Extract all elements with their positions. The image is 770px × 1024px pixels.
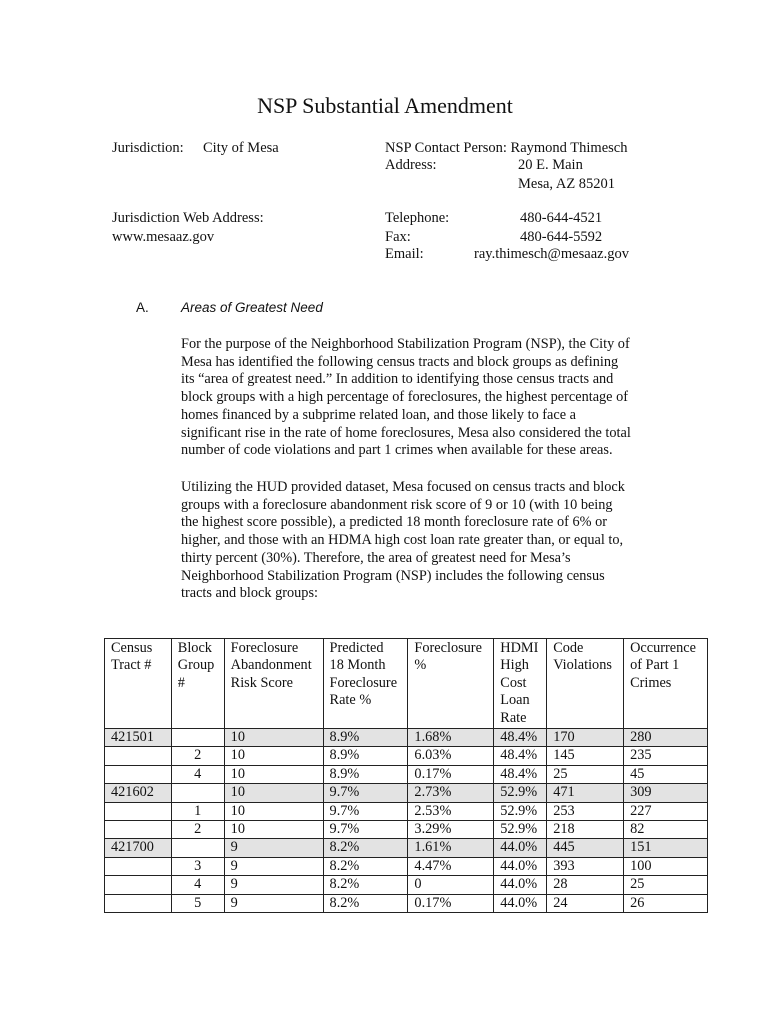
paragraph-line: block groups with a high percentage of foreclosures, the highest percentage of xyxy=(181,389,629,406)
cell-predicted-rate: 9.7% xyxy=(323,784,408,802)
cell-foreclosure-pct: 2.53% xyxy=(408,802,494,820)
cell-risk-score: 9 xyxy=(224,857,323,875)
paragraph-line: the highest score possible), a predicted 18 month foreclosure rate of 6% or xyxy=(181,514,607,531)
cell-hdmi-rate: 48.4% xyxy=(494,729,547,747)
cell-block-group xyxy=(171,839,224,857)
cell-hdmi-rate: 44.0% xyxy=(494,876,547,894)
paragraph-line: Mesa has identified the following census tracts and block groups as defining xyxy=(181,353,619,370)
cell-tract xyxy=(105,765,172,783)
fax-value: 480-644-5592 xyxy=(520,229,603,245)
cell-tract: 421700 xyxy=(105,839,172,857)
email-label: Email: xyxy=(385,246,424,262)
table-row xyxy=(105,765,708,783)
cell-part1-crimes: 100 xyxy=(624,857,708,875)
header-hdmi-rate: HDMI High Cost Loan Rate xyxy=(494,639,547,729)
cell-tract xyxy=(105,747,172,765)
table-row xyxy=(105,839,708,857)
header-block-group: Block Group # xyxy=(171,639,224,729)
cell-hdmi-rate: 52.9% xyxy=(494,784,547,802)
cell-hdmi-rate: 52.9% xyxy=(494,821,547,839)
cell-foreclosure-pct: 4.47% xyxy=(408,857,494,875)
cell-part1-crimes: 227 xyxy=(624,802,708,820)
table-header xyxy=(105,639,708,729)
cell-risk-score: 10 xyxy=(224,729,323,747)
paragraph-line: tracts and block groups: xyxy=(181,585,318,602)
email-value: ray.thimesch@mesaaz.gov xyxy=(474,246,629,262)
cell-tract xyxy=(105,876,172,894)
cell-block-group: 4 xyxy=(171,765,224,783)
cell-part1-crimes: 82 xyxy=(624,821,708,839)
cell-code-violations: 393 xyxy=(547,857,624,875)
cell-risk-score: 10 xyxy=(224,821,323,839)
table-body xyxy=(105,729,708,913)
paragraph-line: its “area of greatest need.” In addition to identifying those census tracts and xyxy=(181,371,614,388)
web-address-label: Jurisdiction Web Address: xyxy=(112,210,264,226)
cell-block-group: 4 xyxy=(171,876,224,894)
header-census-tract: Census Tract # xyxy=(105,639,172,729)
cell-foreclosure-pct: 1.61% xyxy=(408,839,494,857)
cell-tract: 421602 xyxy=(105,784,172,802)
cell-risk-score: 9 xyxy=(224,839,323,857)
cell-predicted-rate: 8.2% xyxy=(323,857,408,875)
table-row xyxy=(105,876,708,894)
census-tract-table xyxy=(104,638,708,913)
cell-foreclosure-pct: 0 xyxy=(408,876,494,894)
cell-code-violations: 145 xyxy=(547,747,624,765)
fax-label: Fax: xyxy=(385,229,411,245)
cell-predicted-rate: 8.2% xyxy=(323,876,408,894)
cell-part1-crimes: 151 xyxy=(624,839,708,857)
table-row xyxy=(105,784,708,802)
cell-predicted-rate: 9.7% xyxy=(323,821,408,839)
table-row xyxy=(105,857,708,875)
cell-predicted-rate: 8.2% xyxy=(323,839,408,857)
section-heading: Areas of Greatest Need xyxy=(181,300,323,315)
table-header-row xyxy=(105,639,708,729)
cell-code-violations: 28 xyxy=(547,876,624,894)
paragraph-line: higher, and those with an HDMA high cost loan rate greater than, or equal to, xyxy=(181,532,624,549)
cell-hdmi-rate: 48.4% xyxy=(494,747,547,765)
cell-foreclosure-pct: 6.03% xyxy=(408,747,494,765)
paragraph-line: Utilizing the HUD provided dataset, Mesa focused on census tracts and block xyxy=(181,479,625,495)
cell-predicted-rate: 8.9% xyxy=(323,747,408,765)
paragraph-1 xyxy=(181,336,671,460)
cell-tract xyxy=(105,802,172,820)
cell-foreclosure-pct: 2.73% xyxy=(408,784,494,802)
cell-foreclosure-pct: 3.29% xyxy=(408,821,494,839)
cell-hdmi-rate: 52.9% xyxy=(494,802,547,820)
jurisdiction-label: Jurisdiction: xyxy=(112,140,184,156)
telephone-value: 480-644-4521 xyxy=(520,210,603,226)
header-code-violations: Code Violations xyxy=(547,639,624,729)
cell-code-violations: 25 xyxy=(547,765,624,783)
table-row xyxy=(105,821,708,839)
cell-block-group xyxy=(171,729,224,747)
cell-part1-crimes: 309 xyxy=(624,784,708,802)
cell-predicted-rate: 8.9% xyxy=(323,765,408,783)
cell-risk-score: 10 xyxy=(224,765,323,783)
cell-predicted-rate: 8.9% xyxy=(323,729,408,747)
cell-hdmi-rate: 44.0% xyxy=(494,894,547,912)
telephone-label: Telephone: xyxy=(385,210,450,226)
jurisdiction-value: City of Mesa xyxy=(203,140,279,156)
paragraph-2 xyxy=(181,479,671,603)
header-part1-crimes: Occurrence of Part 1 Crimes xyxy=(624,639,708,729)
address-label: Address: xyxy=(385,157,437,173)
cell-risk-score: 9 xyxy=(224,894,323,912)
cell-risk-score: 10 xyxy=(224,784,323,802)
cell-part1-crimes: 280 xyxy=(624,729,708,747)
cell-block-group xyxy=(171,784,224,802)
table-row xyxy=(105,729,708,747)
cell-foreclosure-pct: 0.17% xyxy=(408,894,494,912)
cell-block-group: 5 xyxy=(171,894,224,912)
cell-block-group: 2 xyxy=(171,747,224,765)
cell-tract: 421501 xyxy=(105,729,172,747)
cell-block-group: 1 xyxy=(171,802,224,820)
address-line2: Mesa, AZ 85201 xyxy=(518,176,616,192)
cell-hdmi-rate: 44.0% xyxy=(494,857,547,875)
page-title: NSP Substantial Amendment xyxy=(257,93,513,118)
table-row xyxy=(105,894,708,912)
cell-part1-crimes: 26 xyxy=(624,894,708,912)
cell-foreclosure-pct: 0.17% xyxy=(408,765,494,783)
paragraph-line: For the purpose of the Neighborhood Stabilization Program (NSP), the City of xyxy=(181,336,630,352)
cell-part1-crimes: 25 xyxy=(624,876,708,894)
cell-predicted-rate: 9.7% xyxy=(323,802,408,820)
header-risk-score: Foreclosure Abandonment Risk Score xyxy=(224,639,323,729)
web-address-value: www.mesaaz.gov xyxy=(112,229,215,245)
paragraph-line: thirty percent (30%). Therefore, the area of greatest need for Mesa’s xyxy=(181,549,571,566)
cell-part1-crimes: 45 xyxy=(624,765,708,783)
cell-foreclosure-pct: 1.68% xyxy=(408,729,494,747)
cell-code-violations: 24 xyxy=(547,894,624,912)
cell-hdmi-rate: 48.4% xyxy=(494,765,547,783)
contact-person: NSP Contact Person: Raymond Thimesch xyxy=(385,140,628,156)
paragraph-line: Neighborhood Stabilization Program (NSP) includes the following census xyxy=(181,567,605,584)
paragraph-line: groups with a foreclosure abandonment risk score of 9 or 10 (with 10 being xyxy=(181,496,613,513)
cell-block-group: 3 xyxy=(171,857,224,875)
cell-code-violations: 218 xyxy=(547,821,624,839)
cell-tract xyxy=(105,821,172,839)
header-foreclosure-pct: Foreclosure % xyxy=(408,639,494,729)
section-letter: A. xyxy=(136,300,149,315)
paragraph-line: number of code violations and part 1 crimes when available for these areas. xyxy=(181,442,613,459)
cell-code-violations: 471 xyxy=(547,784,624,802)
cell-hdmi-rate: 44.0% xyxy=(494,839,547,857)
cell-code-violations: 253 xyxy=(547,802,624,820)
table-row xyxy=(105,747,708,765)
header-predicted-rate: Predicted 18 Month Foreclosure Rate % xyxy=(323,639,408,729)
cell-tract xyxy=(105,857,172,875)
cell-risk-score: 10 xyxy=(224,747,323,765)
cell-tract xyxy=(105,894,172,912)
address-line1: 20 E. Main xyxy=(518,157,583,173)
cell-part1-crimes: 235 xyxy=(624,747,708,765)
cell-code-violations: 170 xyxy=(547,729,624,747)
cell-risk-score: 9 xyxy=(224,876,323,894)
cell-block-group: 2 xyxy=(171,821,224,839)
table-row xyxy=(105,802,708,820)
cell-code-violations: 445 xyxy=(547,839,624,857)
cell-predicted-rate: 8.2% xyxy=(323,894,408,912)
paragraph-line: significant rise in the rate of home foreclosures, Mesa also considered the total xyxy=(181,424,631,441)
cell-risk-score: 10 xyxy=(224,802,323,820)
paragraph-line: homes financed by a subprime related loan, and those likely to face a xyxy=(181,406,577,423)
